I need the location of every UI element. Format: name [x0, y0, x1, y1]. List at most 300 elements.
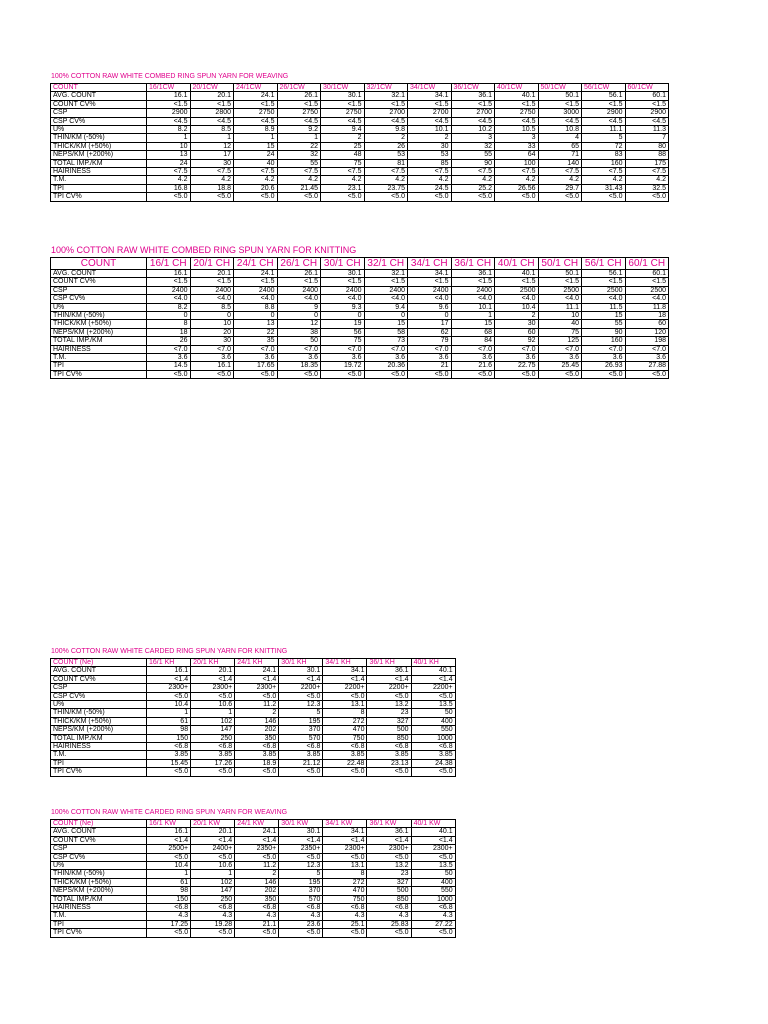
table-cell: <1.4 — [323, 836, 367, 844]
row-label: U% — [51, 303, 147, 311]
table-cell: 24.1 — [235, 667, 279, 675]
table-cell: 3.85 — [235, 751, 279, 759]
table-cell: <7.0 — [321, 345, 365, 353]
table-cell: 26 — [147, 337, 191, 345]
table-cell: <5.0 — [408, 370, 452, 378]
table-cell: <5.0 — [190, 370, 234, 378]
table-cell: 32 — [277, 151, 321, 159]
table-cell: <1.5 — [364, 100, 408, 108]
table-cell: <1.5 — [147, 100, 191, 108]
table-cell: 22 — [234, 328, 278, 336]
table-row — [51, 117, 669, 125]
table-cell: 2350+ — [279, 845, 323, 853]
table-cell: 18.35 — [277, 362, 321, 370]
table-cell: 3.6 — [582, 354, 626, 362]
table-cell: 4.2 — [190, 176, 234, 184]
table-cell: <7.5 — [451, 168, 495, 176]
table-cell: <5.0 — [190, 193, 234, 201]
table-cell: 3.6 — [364, 354, 408, 362]
section-title: 100% COTTON RAW WHITE COMBED RING SPUN YARN FOR WEAVING — [51, 73, 289, 80]
table-cell: <7.0 — [495, 345, 539, 353]
table-cell: 15.45 — [147, 759, 191, 767]
table-cell: 10 — [538, 312, 582, 320]
table-row — [51, 853, 456, 861]
table-cell: 32.1 — [364, 92, 408, 100]
row-label: COUNT CV% — [51, 100, 147, 108]
table-cell: 3.85 — [367, 751, 411, 759]
table-cell: <1.5 — [538, 100, 582, 108]
table-cell: <4.0 — [538, 295, 582, 303]
table-row — [51, 929, 456, 937]
table-cell: <1.5 — [582, 278, 626, 286]
table-cell: 2400 — [321, 286, 365, 294]
table-row — [51, 337, 669, 345]
table-cell: <7.5 — [321, 168, 365, 176]
table-cell: 21.45 — [277, 184, 321, 192]
table-cell: 1 — [147, 134, 191, 142]
table-cell: 11.8 — [625, 303, 669, 311]
header-row — [51, 84, 669, 92]
table-cell: <7.0 — [147, 345, 191, 353]
table-cell: <1.5 — [408, 100, 452, 108]
table-cell: 2400 — [190, 286, 234, 294]
row-label: CSP — [51, 684, 147, 692]
table-cell: 16.1 — [147, 667, 191, 675]
row-label: T.M. — [51, 751, 147, 759]
table-cell: 50.1 — [538, 92, 582, 100]
table-cell: <5.0 — [495, 193, 539, 201]
table-cell: 17 — [190, 151, 234, 159]
table-row — [51, 142, 669, 150]
table-cell: 17.25 — [147, 920, 191, 928]
table-cell: <1.5 — [625, 278, 669, 286]
column-header: 56/1 CH — [582, 258, 626, 270]
table-cell: 18 — [625, 312, 669, 320]
row-label: CSP — [51, 845, 147, 853]
table-cell: 3.85 — [411, 751, 455, 759]
table-row — [51, 768, 456, 776]
table-cell: 10.8 — [538, 126, 582, 134]
table-cell: <7.5 — [234, 168, 278, 176]
column-header: 26/1CW — [277, 84, 321, 92]
table-cell: <1.4 — [191, 836, 235, 844]
table-cell: 50 — [411, 709, 455, 717]
table-cell: 570 — [279, 895, 323, 903]
table-cell: 2200+ — [411, 684, 455, 692]
row-label: AVG. COUNT — [51, 667, 147, 675]
table-cell: <4.0 — [277, 295, 321, 303]
table-cell: 3000 — [538, 109, 582, 117]
table-cell: <5.0 — [323, 929, 367, 937]
table-cell: 20 — [190, 328, 234, 336]
table-cell: 40.1 — [411, 828, 455, 836]
table-row — [51, 303, 669, 311]
table-cell: 35 — [234, 337, 278, 345]
table-cell: 18.9 — [235, 759, 279, 767]
table-cell: <1.5 — [147, 278, 191, 286]
column-header: 36/1CW — [451, 84, 495, 92]
table-cell: 22 — [277, 142, 321, 150]
row-label: NEPS/KM (+200%) — [51, 726, 147, 734]
table-cell: 100 — [495, 159, 539, 167]
table-cell: <1.5 — [234, 100, 278, 108]
table-cell: 13.5 — [411, 701, 455, 709]
table-cell: 370 — [279, 726, 323, 734]
table-cell: <7.5 — [538, 168, 582, 176]
table-row — [51, 100, 669, 108]
table-cell: 350 — [235, 734, 279, 742]
section-title: 100% COTTON RAW WHITE CARDED RING SPUN YARN FOR WEAVING — [51, 809, 288, 816]
row-label: U% — [51, 126, 147, 134]
column-header: 20/1 KW — [191, 820, 235, 828]
row-label: THICK/KM (+50%) — [51, 717, 147, 725]
table-cell: 470 — [323, 887, 367, 895]
row-label: T.M. — [51, 176, 147, 184]
table-cell: 34.1 — [408, 270, 452, 278]
table-cell: 102 — [191, 717, 235, 725]
table-cell: 3.85 — [279, 751, 323, 759]
table-cell: 55 — [451, 151, 495, 159]
table-cell: <5.0 — [367, 768, 411, 776]
table-row — [51, 836, 456, 844]
table-cell: 16.8 — [147, 184, 191, 192]
table-cell: <1.5 — [451, 100, 495, 108]
row-label: TOTAL IMP./KM — [51, 337, 147, 345]
table-cell: <4.0 — [190, 295, 234, 303]
table-cell: <7.5 — [277, 168, 321, 176]
table-row — [51, 709, 456, 717]
combed-knitting-section — [50, 245, 669, 379]
table-cell: 16.1 — [147, 92, 191, 100]
table-cell: 11.3 — [625, 126, 669, 134]
row-label: NEPS/KM (+200%) — [51, 151, 147, 159]
row-label: TPI CV% — [51, 370, 147, 378]
column-header: 32/1CW — [364, 84, 408, 92]
table-cell: 0 — [234, 312, 278, 320]
table-cell: 3 — [451, 134, 495, 142]
column-header: 16/1 CH — [147, 258, 191, 270]
table-cell: 2200+ — [323, 684, 367, 692]
table-cell: <1.4 — [411, 836, 455, 844]
table-cell: <1.4 — [235, 836, 279, 844]
table-row — [51, 354, 669, 362]
table-row — [51, 675, 456, 683]
table-cell: <5.0 — [582, 193, 626, 201]
table-cell: 5 — [279, 709, 323, 717]
table-cell: 2300+ — [367, 845, 411, 853]
table-cell: <7.5 — [364, 168, 408, 176]
table-cell: 62 — [408, 328, 452, 336]
table-cell: 550 — [411, 887, 455, 895]
table-cell: 2300+ — [323, 845, 367, 853]
table-cell: 20.1 — [190, 270, 234, 278]
table-cell: 8 — [323, 709, 367, 717]
table-cell: 17.26 — [191, 759, 235, 767]
row-label: TPI — [51, 920, 147, 928]
table-cell: 2500 — [538, 286, 582, 294]
table-cell: 2900 — [625, 109, 669, 117]
column-header: 26/1 CH — [277, 258, 321, 270]
table-cell: 90 — [582, 328, 626, 336]
table-cell: 61 — [147, 717, 191, 725]
table-cell: 327 — [367, 878, 411, 886]
row-label: THICK/KM (+50%) — [51, 878, 147, 886]
table-cell: 36.1 — [367, 667, 411, 675]
table-cell: <5.0 — [323, 853, 367, 861]
table-cell: <6.8 — [279, 904, 323, 912]
table-row — [51, 134, 669, 142]
table-cell: 50 — [277, 337, 321, 345]
column-header: 32/1 CH — [364, 258, 408, 270]
table-cell: 500 — [367, 887, 411, 895]
table-cell: 26.56 — [495, 184, 539, 192]
table-cell: 4.3 — [147, 912, 191, 920]
table-cell: 15 — [451, 320, 495, 328]
table-row — [51, 193, 669, 201]
column-header: 36/1 KW — [367, 820, 411, 828]
table-cell: 202 — [235, 887, 279, 895]
table-cell: 2400 — [408, 286, 452, 294]
table-cell: 26.1 — [277, 92, 321, 100]
table-cell: 26 — [364, 142, 408, 150]
table-cell: 1 — [191, 709, 235, 717]
column-header: 16/1CW — [147, 84, 191, 92]
table-cell: <7.0 — [625, 345, 669, 353]
table-cell: 24.1 — [235, 828, 279, 836]
table-cell: <6.8 — [367, 743, 411, 751]
table-cell: 2300+ — [235, 684, 279, 692]
table-cell: <7.0 — [277, 345, 321, 353]
table-cell: 30.1 — [279, 828, 323, 836]
table-cell: <5.0 — [147, 692, 191, 700]
table-cell: 30.1 — [279, 667, 323, 675]
table-cell: 12.3 — [279, 701, 323, 709]
column-header: 34/1 CH — [408, 258, 452, 270]
row-label: CSP CV% — [51, 117, 147, 125]
table-cell: 12 — [277, 320, 321, 328]
table-cell: <5.0 — [582, 370, 626, 378]
column-header: 34/1 KW — [323, 820, 367, 828]
table-cell: 370 — [279, 887, 323, 895]
table-cell: <5.0 — [411, 853, 455, 861]
table-cell: 12.3 — [279, 862, 323, 870]
table-cell: <4.5 — [538, 117, 582, 125]
table-cell: 23.75 — [364, 184, 408, 192]
table-cell: <5.0 — [408, 193, 452, 201]
table-cell: 10.4 — [495, 303, 539, 311]
row-label: THIN/KM (-50%) — [51, 312, 147, 320]
table-cell: <1.5 — [321, 100, 365, 108]
table-cell: <7.5 — [625, 168, 669, 176]
table-cell: 15 — [364, 320, 408, 328]
table-cell: 32.1 — [364, 270, 408, 278]
table-cell: 4.2 — [538, 176, 582, 184]
table-cell: 60 — [495, 328, 539, 336]
table-cell: 17 — [408, 320, 452, 328]
table-cell: 25.2 — [451, 184, 495, 192]
table-cell: <1.5 — [234, 278, 278, 286]
table-cell: 33 — [495, 142, 539, 150]
carded-weaving-section — [50, 808, 456, 938]
column-header-label: COUNT — [51, 84, 147, 92]
table-cell: 10 — [190, 320, 234, 328]
table-cell: 88 — [625, 151, 669, 159]
table-cell: 195 — [279, 717, 323, 725]
table-cell: 4.2 — [625, 176, 669, 184]
table-cell: 13.1 — [323, 862, 367, 870]
table-cell: 850 — [367, 895, 411, 903]
table-cell: 9 — [277, 303, 321, 311]
table-cell: <5.0 — [277, 193, 321, 201]
column-header: 24/1 KH — [235, 659, 279, 667]
table-cell: 272 — [323, 878, 367, 886]
table-cell: <6.8 — [411, 904, 455, 912]
table-cell: 2 — [235, 709, 279, 717]
table-cell: <1.5 — [538, 278, 582, 286]
table-cell: 50 — [411, 870, 455, 878]
column-header: 30/1CW — [321, 84, 365, 92]
table-row — [51, 312, 669, 320]
table-cell: <6.8 — [147, 743, 191, 751]
column-header: 20/1 CH — [190, 258, 234, 270]
table-cell: 2500 — [495, 286, 539, 294]
table-cell: 16.1 — [190, 362, 234, 370]
table-cell: 11.2 — [235, 862, 279, 870]
table-cell: <6.8 — [147, 904, 191, 912]
table-cell: <5.0 — [235, 692, 279, 700]
table-cell: 2400 — [364, 286, 408, 294]
column-header: 36/1 CH — [451, 258, 495, 270]
table-cell: 500 — [367, 726, 411, 734]
table-cell: 3.6 — [321, 354, 365, 362]
table-cell: 30.1 — [321, 92, 365, 100]
table-cell: 60 — [625, 320, 669, 328]
table-cell: 36.1 — [451, 92, 495, 100]
table-cell: 2700 — [364, 109, 408, 117]
table-cell: 16.1 — [147, 270, 191, 278]
table-cell: 146 — [235, 878, 279, 886]
table-cell: 4.3 — [279, 912, 323, 920]
row-label: TOTAL IMP./KM — [51, 895, 147, 903]
table-cell: <1.5 — [495, 100, 539, 108]
table-cell: 34.1 — [323, 667, 367, 675]
table-cell: 8.2 — [147, 126, 191, 134]
table-cell: 2 — [495, 312, 539, 320]
table-cell: <7.5 — [582, 168, 626, 176]
table-cell: 64 — [495, 151, 539, 159]
combed-knitting-table — [50, 257, 669, 379]
table-cell: 4.3 — [411, 912, 455, 920]
table-cell: 147 — [191, 726, 235, 734]
table-cell: <4.5 — [364, 117, 408, 125]
table-cell: <1.5 — [495, 278, 539, 286]
table-cell: 2800 — [190, 109, 234, 117]
table-cell: <1.4 — [191, 675, 235, 683]
table-cell: 272 — [323, 717, 367, 725]
table-cell: 2500 — [625, 286, 669, 294]
table-cell: 55 — [277, 159, 321, 167]
table-row — [51, 270, 669, 278]
column-header: 40/1 CH — [495, 258, 539, 270]
table-cell: 3.6 — [495, 354, 539, 362]
table-cell: 2700 — [408, 109, 452, 117]
row-label: TPI CV% — [51, 768, 147, 776]
row-label: THICK/KM (+50%) — [51, 320, 147, 328]
table-cell: <5.0 — [191, 692, 235, 700]
table-cell: 34.1 — [323, 828, 367, 836]
table-cell: <5.0 — [235, 853, 279, 861]
table-cell: 7 — [625, 134, 669, 142]
table-cell: 250 — [191, 734, 235, 742]
table-cell: 9.3 — [321, 303, 365, 311]
row-label: TOTAL IMP./KM — [51, 159, 147, 167]
table-cell: <1.5 — [451, 278, 495, 286]
table-cell: 4.2 — [147, 176, 191, 184]
table-cell: <1.5 — [625, 100, 669, 108]
table-cell: 11.1 — [582, 126, 626, 134]
table-cell: <1.5 — [364, 278, 408, 286]
table-cell: 30 — [495, 320, 539, 328]
row-label: CSP — [51, 286, 147, 294]
table-cell: 17.65 — [234, 362, 278, 370]
row-label: NEPS/KM (+200%) — [51, 887, 147, 895]
row-label: TPI — [51, 759, 147, 767]
column-header: 30/1 CH — [321, 258, 365, 270]
table-cell: 202 — [235, 726, 279, 734]
table-cell: 65 — [538, 142, 582, 150]
table-cell: 18 — [147, 328, 191, 336]
table-cell: 3.85 — [191, 751, 235, 759]
table-cell: 60.1 — [625, 270, 669, 278]
table-cell: 120 — [625, 328, 669, 336]
row-label: T.M. — [51, 912, 147, 920]
table-cell: 2 — [408, 134, 452, 142]
table-cell: 13 — [234, 320, 278, 328]
table-cell: 2400 — [147, 286, 191, 294]
row-label: COUNT CV% — [51, 836, 147, 844]
table-cell: 2400 — [234, 286, 278, 294]
table-cell: <4.5 — [451, 117, 495, 125]
column-header: 34/1CW — [408, 84, 452, 92]
row-label: U% — [51, 701, 147, 709]
row-label: AVG. COUNT — [51, 270, 147, 278]
table-cell: 26.1 — [277, 270, 321, 278]
table-cell: <1.4 — [235, 675, 279, 683]
table-row — [51, 845, 456, 853]
table-cell: <7.5 — [408, 168, 452, 176]
row-label: HAIRINESS — [51, 904, 147, 912]
table-cell: 175 — [625, 159, 669, 167]
table-cell: 550 — [411, 726, 455, 734]
table-cell: 53 — [364, 151, 408, 159]
table-cell: 3.6 — [451, 354, 495, 362]
table-row — [51, 895, 456, 903]
table-row — [51, 320, 669, 328]
table-cell: 0 — [364, 312, 408, 320]
table-cell: <5.0 — [625, 370, 669, 378]
column-header: 56/1CW — [582, 84, 626, 92]
table-cell: <5.0 — [235, 929, 279, 937]
table-cell: 400 — [411, 717, 455, 725]
table-row — [51, 743, 456, 751]
table-cell: <5.0 — [277, 370, 321, 378]
table-cell: 3 — [495, 134, 539, 142]
table-cell: 10.5 — [495, 126, 539, 134]
table-cell: 68 — [451, 328, 495, 336]
row-label: CSP CV% — [51, 295, 147, 303]
column-header: 40/1 KW — [411, 820, 455, 828]
table-cell: 3.6 — [234, 354, 278, 362]
